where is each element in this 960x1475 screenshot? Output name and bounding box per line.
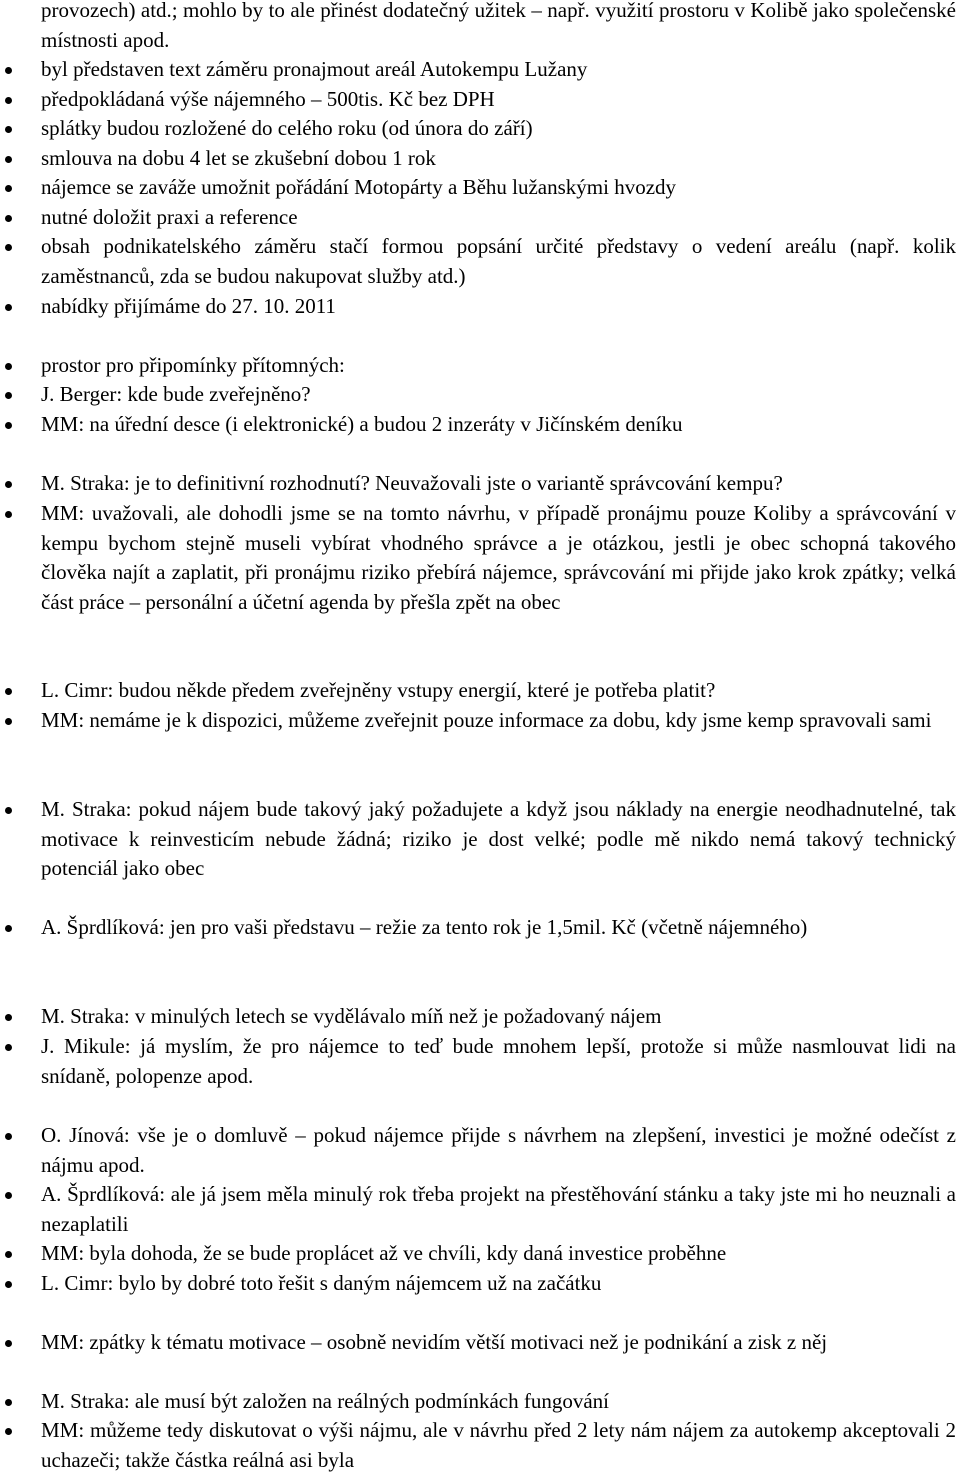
- list-item: nájemce se zaváže umožnit pořádání Motopárty a Běhu lužanskými hvozdy: [41, 173, 956, 203]
- bullet-icon: [5, 718, 12, 725]
- list-item: MM: zpátky k tématu motivace – osobně nevidím větší motivaci než je podnikání a zisk z něj: [41, 1328, 956, 1358]
- lead-paragraph: provozech) atd.; mohlo by to ale přinést dodatečný užitek – např. využití prostoru v Kolibě jako společenské místnosti apod.: [41, 0, 956, 52]
- list-item: A. Šprdlíková: jen pro vaši představu – režie za tento rok je 1,5mil. Kč (včetně nájemného): [41, 913, 956, 943]
- bullet-icon: [5, 481, 12, 488]
- bullet-icon: [5, 1340, 12, 1347]
- list-item: M. Straka: je to definitivní rozhodnutí? Neuvažovali jste o variantě správcování kempu?: [41, 469, 956, 499]
- bullet-icon: [5, 363, 12, 370]
- list-item: L. Cimr: budou někde předem zveřejněny vstupy energií, které je potřeba platit?: [41, 676, 956, 706]
- bullet-icon: [5, 688, 12, 695]
- list-item: J. Berger: kde bude zveřejněno?: [41, 380, 956, 410]
- bullet-icon: [5, 392, 12, 399]
- list-item: nutné doložit praxi a reference: [41, 203, 956, 233]
- bullet-icon: [5, 126, 12, 133]
- bullet-icon: [5, 1044, 12, 1051]
- list-item: M. Straka: pokud nájem bude takový jaký požadujete a když jsou náklady na energie neodhadnutelné, tak motivace k reinvesticím nebude žádná; riziko je dost velké; podle mě nikdo nemá takový technický potenciál jako obec: [41, 795, 956, 884]
- list-item: splátky budou rozložené do celého roku (od února do září): [41, 114, 956, 144]
- list-item: MM: nemáme je k dispozici, můžeme zveřejnit pouze informace za dobu, kdy jsme kemp spravovali sami: [41, 706, 956, 736]
- bullet-icon: [5, 1281, 12, 1288]
- list-item: O. Jínová: vše je o domluvě – pokud nájemce přijde s návrhem na zlepšení, investici je možné odečíst z nájmu apod.: [41, 1121, 956, 1180]
- bullet-icon: [5, 1133, 12, 1140]
- list-item: MM: uvažovali, ale dohodli jsme se na tomto návrhu, v případě pronájmu pouze Koliby a správcování v kempu bychom stejně museli vybírat vhodného správce a je otázkou, jestli je obec schopná takového člověka najít a zaplatit, při pronájmu riziko přebírá nájemce, správcování mi přijde jako krok zpátky; velká část práce – personální a účetní agenda by přešla zpět na obec: [41, 499, 956, 617]
- list-item: předpokládaná výše nájemného – 500tis. Kč bez DPH: [41, 85, 956, 115]
- list-item: A. Šprdlíková: ale já jsem měla minulý rok třeba projekt na přestěhování stánku a taky jste mi ho neuznali a nezaplatili: [41, 1180, 956, 1239]
- list-item: MM: na úřední desce (i elektronické) a budou 2 inzeráty v Jičínském deníku: [41, 410, 956, 440]
- bullet-icon: [5, 1251, 12, 1258]
- list-item: MM: byla dohoda, že se bude proplácet až ve chvíli, kdy daná investice proběhne: [41, 1239, 956, 1269]
- list-item: nabídky přijímáme do 27. 10. 2011: [41, 292, 956, 322]
- bullet-icon: [5, 1014, 12, 1021]
- bullet-icon: [5, 304, 12, 311]
- bullet-icon: [5, 511, 12, 518]
- list-item: M. Straka: v minulých letech se vydělávalo míň než je požadovaný nájem: [41, 1002, 956, 1032]
- bullet-icon: [5, 156, 12, 163]
- bullet-icon: [5, 807, 12, 814]
- list-item: MM: můžeme tedy diskutovat o výši nájmu, ale v návrhu před 2 lety nám nájem za autokemp akceptovali 2 uchazeči; takže částka reálná asi byla: [41, 1416, 956, 1475]
- list-item: L. Cimr: bylo by dobré toto řešit s daným nájemcem už na začátku: [41, 1269, 956, 1299]
- bullet-icon: [5, 185, 12, 192]
- bullet-icon: [5, 1399, 12, 1406]
- bullet-icon: [5, 422, 12, 429]
- list-item: J. Mikule: já myslím, že pro nájemce to teď bude mnohem lepší, protože si může nasmlouvat lidi na snídaně, polopenze apod.: [41, 1032, 956, 1091]
- list-item: prostor pro připomínky přítomných:: [41, 351, 956, 381]
- bullet-icon: [5, 215, 12, 222]
- bullet-icon: [5, 244, 12, 251]
- bullet-icon: [5, 925, 12, 932]
- bullet-icon: [5, 67, 12, 74]
- bullet-icon: [5, 1192, 12, 1199]
- list-item: byl představen text záměru pronajmout areál Autokempu Lužany: [41, 55, 956, 85]
- bullet-icon: [5, 97, 12, 104]
- bullet-icon: [5, 1428, 12, 1435]
- list-item: M. Straka: ale musí být založen na reálných podmínkách fungování: [41, 1387, 956, 1417]
- list-item: smlouva na dobu 4 let se zkušební dobou 1 rok: [41, 144, 956, 174]
- list-item: obsah podnikatelského záměru stačí formou popsání určité představy o vedení areálu (např. kolik zaměstnanců, zda se budou nakupovat služby atd.): [41, 232, 956, 291]
